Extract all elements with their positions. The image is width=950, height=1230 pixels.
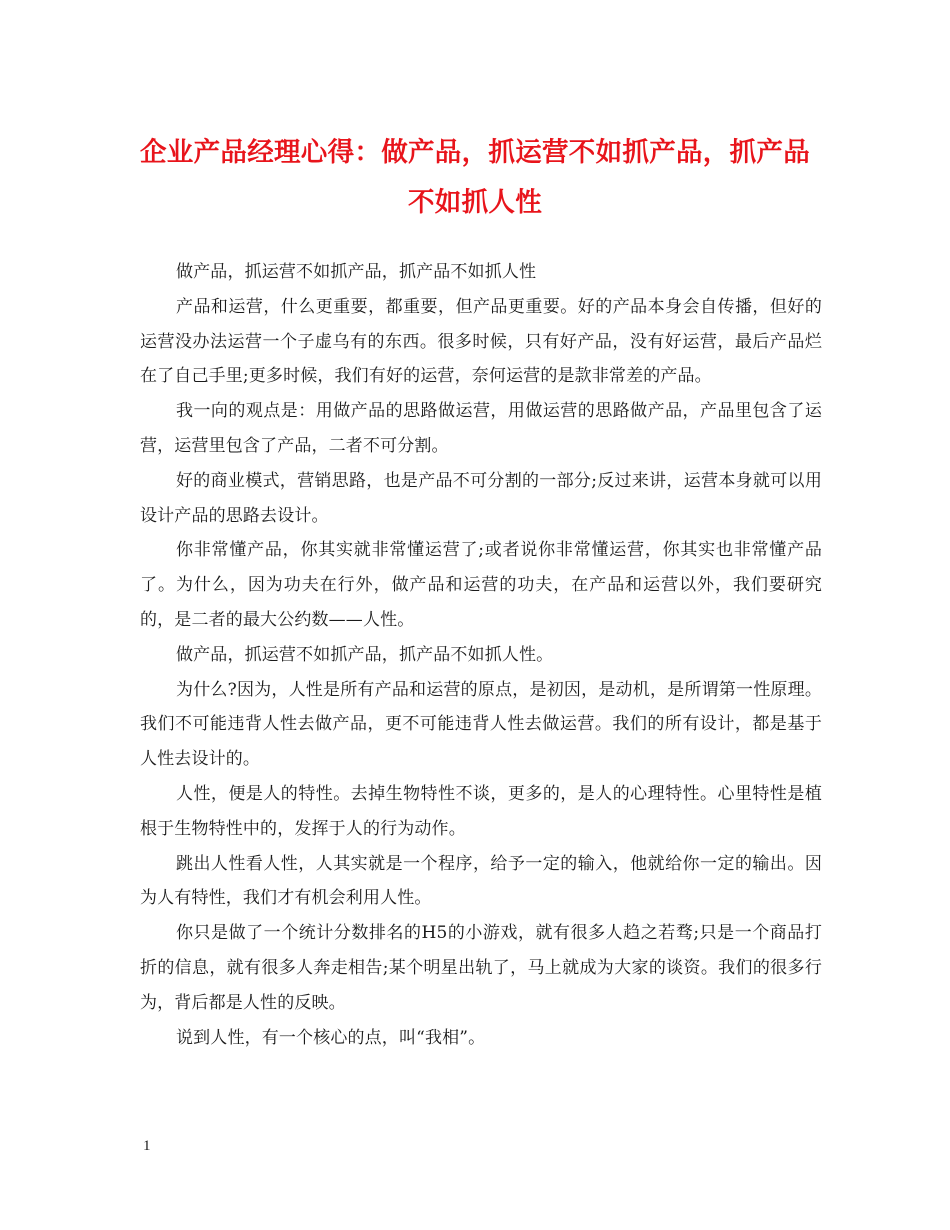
paragraph: 你只是做了一个统计分数排名的H5的小游戏，就有很多人趋之若骛;只是一个商品打折的信息，就有很多人奔走相告;某个明星出轨了，马上就成为大家的谈资。我们的很多行为，背后都是人性的反映。 <box>140 923 822 1013</box>
paragraph: 好的商业模式，营销思路，也是产品不可分割的一部分;反过来讲，运营本身就可以用设计产品的思路去设计。 <box>140 470 822 526</box>
document-body <box>140 255 822 1055</box>
paragraph: 跳出人性看人性，人其实就是一个程序，给予一定的输入，他就给你一定的输出。因为人有特性，我们才有机会利用人性。 <box>140 853 822 909</box>
paragraph: 人性，便是人的特性。去掉生物特性不谈，更多的，是人的心理特性。心里特性是植根于生物特性中的，发挥于人的行为动作。 <box>140 783 822 839</box>
paragraph: 我一向的观点是：用做产品的思路做运营，用做运营的思路做产品，产品里包含了运营，运营里包含了产品，二者不可分割。 <box>140 401 822 456</box>
document-title: 企业产品经理心得：做产品，抓运营不如抓产品，抓产品不如抓人性 <box>140 137 810 218</box>
page-number: 1 <box>143 1138 151 1154</box>
paragraph: 做产品，抓运营不如抓产品，抓产品不如抓人性 <box>176 262 537 282</box>
paragraph: 你非常懂产品，你其实就非常懂运营了;或者说你非常懂运营，你其实也非常懂产品了。为什么，因为功夫在行外，做产品和运营的功夫，在产品和运营以外，我们要研究的，是二者的最大公约数——人性。 <box>140 540 822 630</box>
paragraph: 产品和运营，什么更重要，都重要，但产品更重要。好的产品本身会自传播，但好的运营没办法运营一个子虚乌有的东西。很多时候，只有好产品，没有好运营，最后产品烂在了自己手里;更多时候，我们有好的运营，奈何运营的是款非常差的产品。 <box>140 296 822 387</box>
paragraph: 说到人性，有一个核心的点，叫“我相”。 <box>176 1027 486 1048</box>
paragraph: 做产品，抓运营不如抓产品，抓产品不如抓人性。 <box>176 644 554 665</box>
paragraph: 为什么?因为，人性是所有产品和运营的原点，是初因，是动机，是所谓第一性原理。我们不可能违背人性去做产品，更不可能违背人性去做运营。我们的所有设计，都是基于人性去设计的。 <box>140 679 822 770</box>
